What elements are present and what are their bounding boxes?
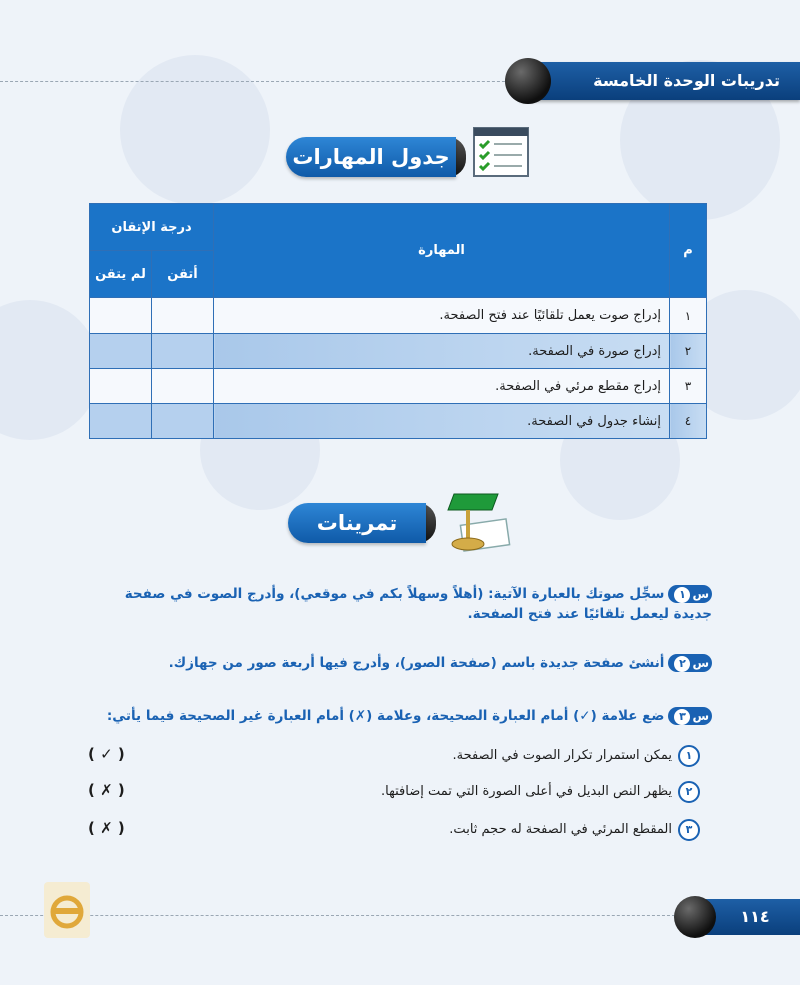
- background-decor: [0, 300, 100, 440]
- row-number: ٣: [670, 369, 707, 404]
- answer-mark: ( ✗ ): [88, 781, 125, 799]
- table-row: [90, 404, 707, 439]
- table-row: [90, 334, 707, 369]
- question-1: [112, 584, 712, 624]
- table-row: [90, 298, 707, 334]
- statement-text: يظهر النص البديل في أعلى الصورة التي تمت إضافتها.: [381, 784, 672, 799]
- statement-2: [381, 781, 700, 803]
- skill-text: إدراج صورة في الصفحة.: [214, 334, 670, 369]
- question-2: [92, 653, 712, 673]
- not-mastered-cell[interactable]: [90, 334, 152, 369]
- question-text: سجِّل صوتك بالعبارة الآتية: (أهلاً وسهلاً بكم في موقعي)، وأدرج الصوت في صفحة جديدة ليعمل تلقائيًا عند فتح الصفحة.: [124, 586, 712, 622]
- background-decor: [120, 55, 270, 205]
- table-row: [90, 369, 707, 404]
- footer-divider: [0, 915, 680, 916]
- skill-text: إدراج صوت يعمل تلقائيًا عند فتح الصفحة.: [214, 298, 670, 334]
- footer-knob: [674, 896, 716, 938]
- statement-number: ٣: [678, 819, 700, 841]
- page-number: ١١٤: [740, 907, 770, 926]
- not-mastered-cell[interactable]: [90, 298, 152, 334]
- answer-mark: ( ✓ ): [88, 745, 125, 763]
- skill-text: إدراج مقطع مرئي في الصفحة.: [214, 369, 670, 404]
- question-3: [92, 706, 712, 726]
- question-badge: س٣: [668, 707, 712, 725]
- question-badge: س١: [668, 585, 712, 603]
- skills-title: جدول المهارات: [286, 137, 456, 177]
- mastered-cell[interactable]: [152, 298, 214, 334]
- row-number: ٢: [670, 334, 707, 369]
- column-header-skill: المهارة: [214, 204, 670, 298]
- column-header-mastered: أتقن: [152, 251, 214, 298]
- statement-1: [452, 745, 700, 767]
- column-header-mastery: درجة الإتقان: [90, 204, 214, 251]
- skill-text: إنشاء جدول في الصفحة.: [214, 404, 670, 439]
- row-number: ٤: [670, 404, 707, 439]
- question-text: ضع علامة (✓) أمام العبارة الصحيحة، وعلامة (✗) أمام العبارة غير الصحيحة فيما يأتي:: [106, 708, 665, 724]
- statement-3: [449, 819, 700, 841]
- publisher-logo: [44, 882, 90, 938]
- checklist-icon: [470, 124, 532, 180]
- column-header-not-mastered: لم يتقن: [90, 251, 152, 298]
- skills-table: [89, 203, 707, 439]
- desk-lamp-icon: [432, 488, 514, 554]
- row-number: ١: [670, 298, 707, 334]
- question-badge: س٢: [668, 654, 712, 672]
- exercises-title: تمرينات: [288, 503, 426, 543]
- header-divider: [0, 81, 520, 82]
- mastered-cell[interactable]: [152, 334, 214, 369]
- unit-title: تدريبات الوحدة الخامسة: [593, 71, 780, 90]
- statement-number: ٢: [678, 781, 700, 803]
- header-knob: [505, 58, 551, 104]
- not-mastered-cell[interactable]: [90, 404, 152, 439]
- statement-number: ١: [678, 745, 700, 767]
- mastered-cell[interactable]: [152, 369, 214, 404]
- statement-text: المقطع المرئي في الصفحة له حجم ثابت.: [449, 822, 672, 837]
- not-mastered-cell[interactable]: [90, 369, 152, 404]
- question-text: أنشئ صفحة جديدة باسم (صفحة الصور)، وأدرج فيها أربعة صور من جهازك.: [168, 655, 665, 671]
- answer-mark: ( ✗ ): [88, 819, 125, 837]
- mastered-cell[interactable]: [152, 404, 214, 439]
- statement-text: يمكن استمرار تكرار الصوت في الصفحة.: [452, 748, 672, 763]
- column-header-number: م: [670, 204, 707, 298]
